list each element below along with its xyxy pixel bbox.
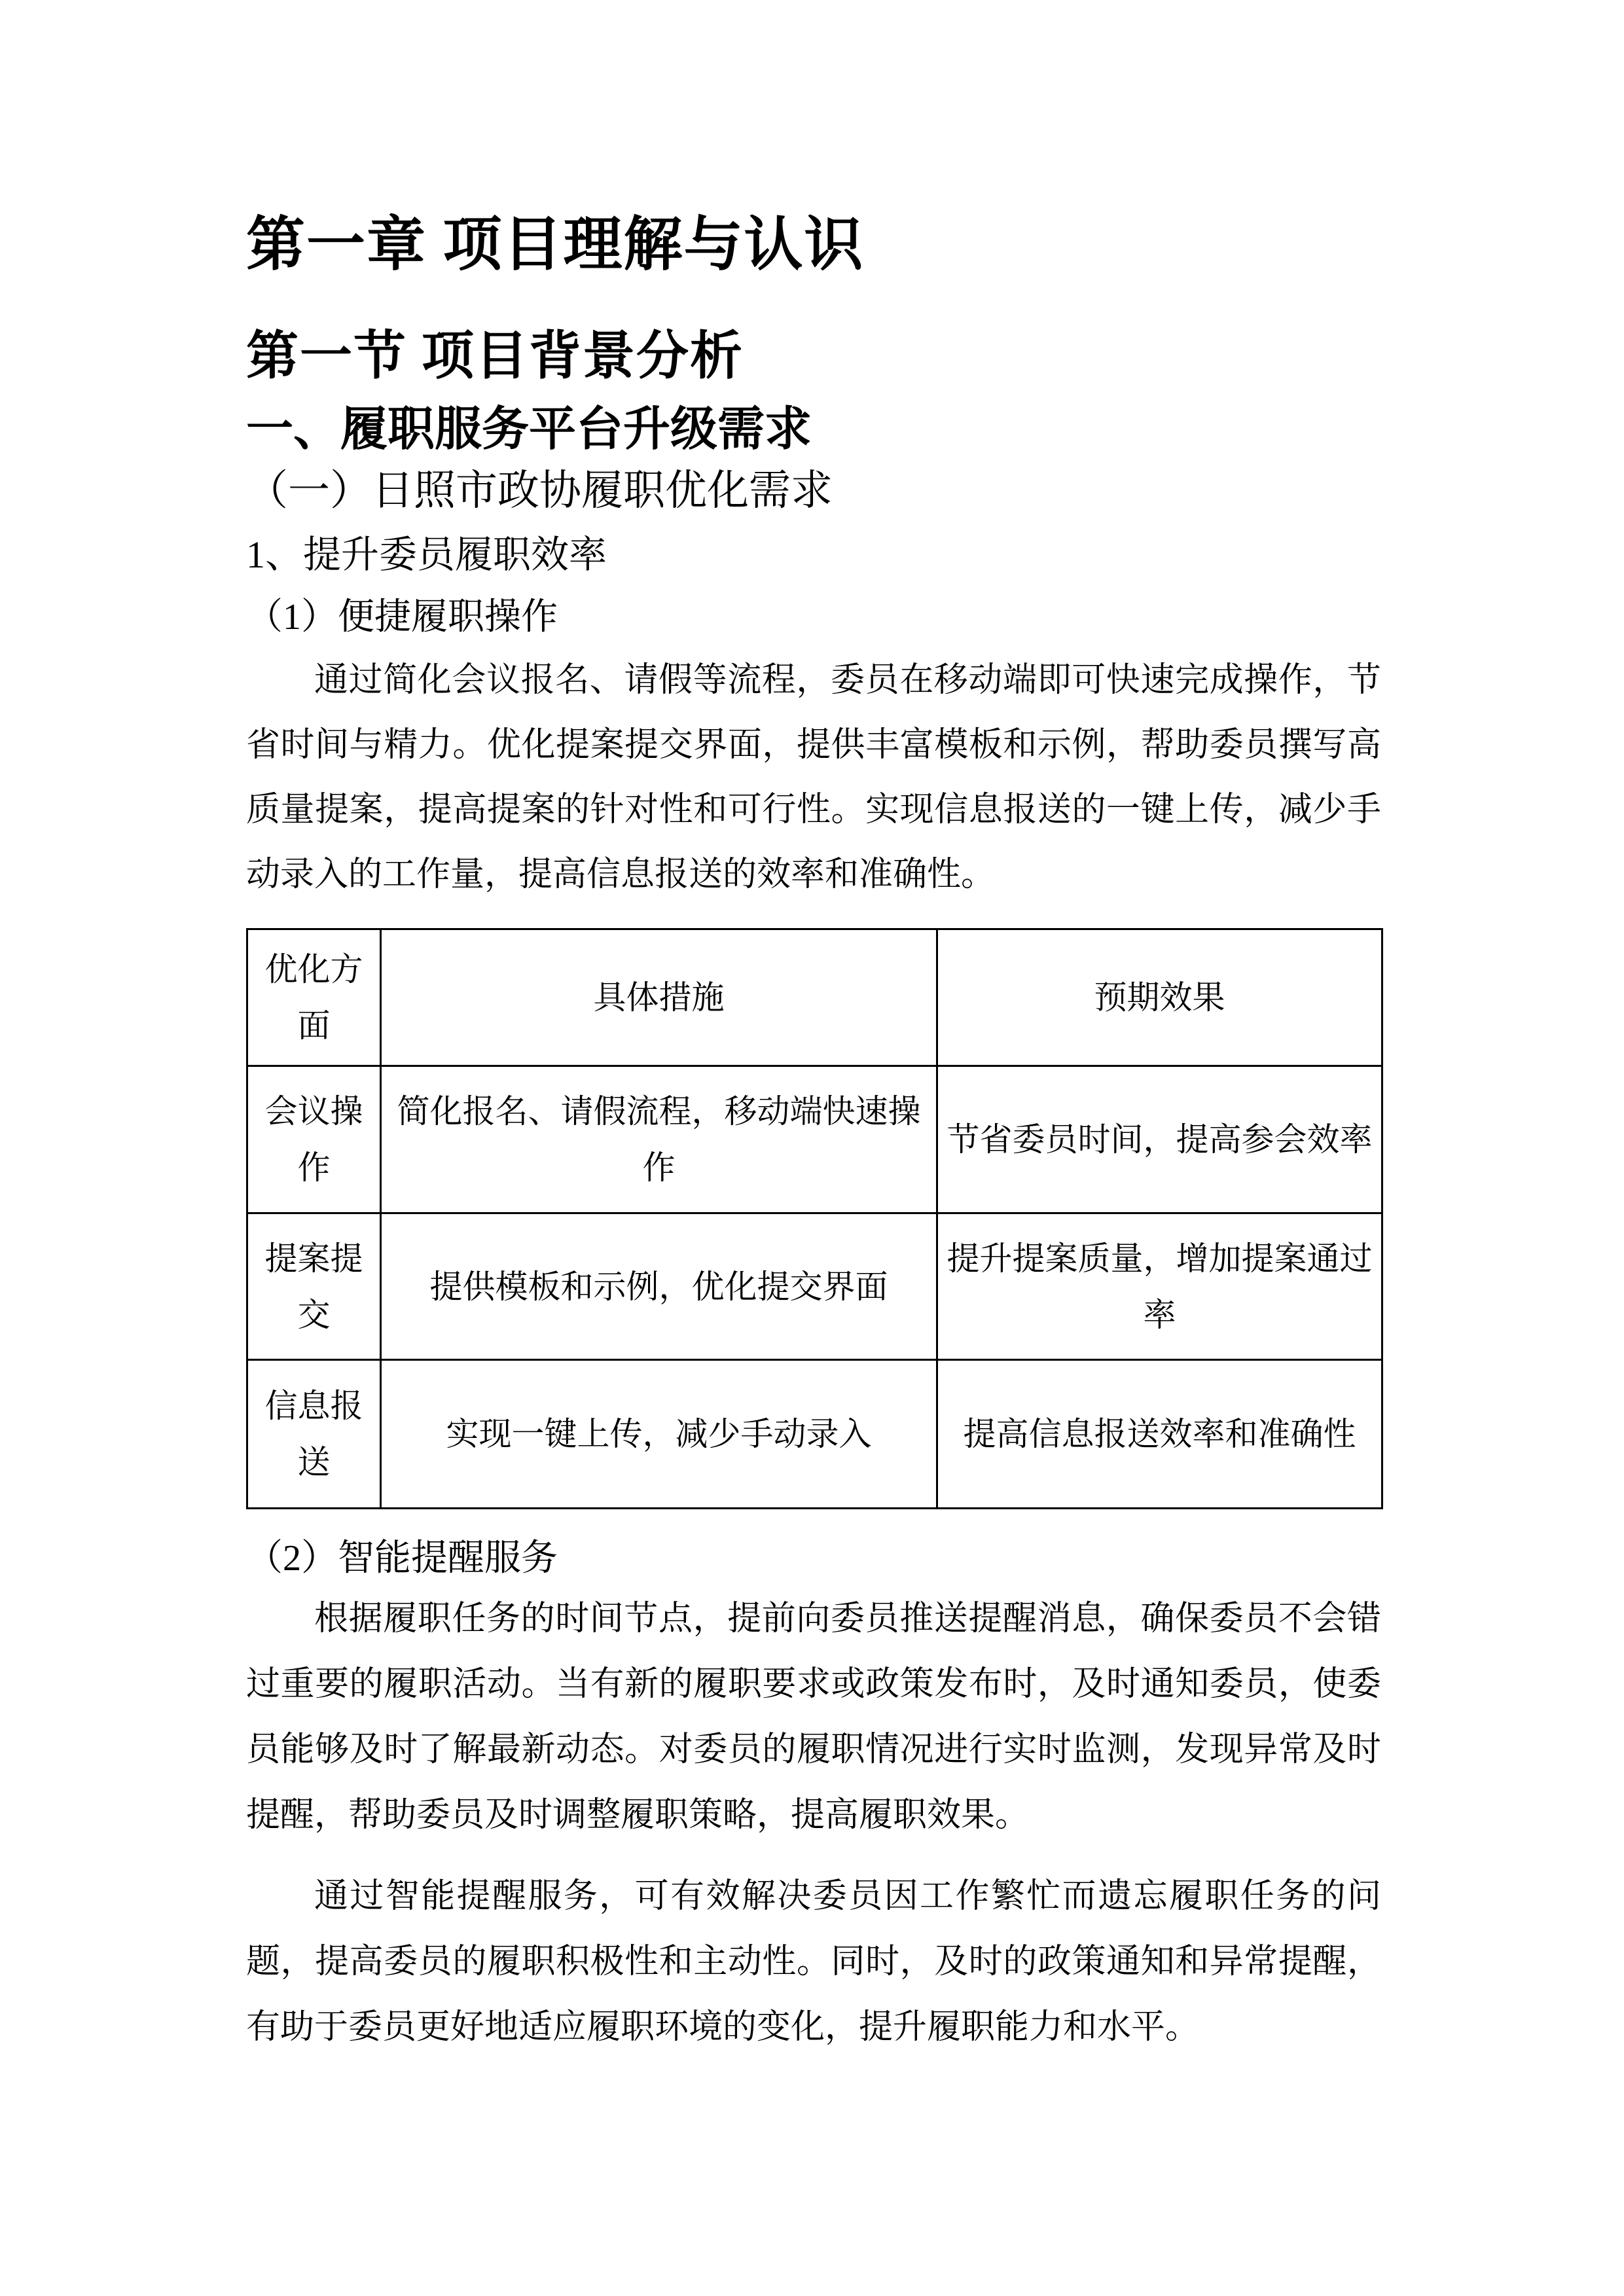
table-header-row <box>247 929 1382 1066</box>
heading-convenient-duty-operation: （1）便捷履职操作 <box>246 597 558 637</box>
table-cell-aspect: 信息报送 <box>247 1360 381 1509</box>
table-header-expected-effect: 预期效果 <box>937 929 1382 1066</box>
table-row <box>247 1360 1382 1509</box>
chapter-heading: 第一章 项目理解与认识 <box>246 213 865 278</box>
section-heading: 第一节 项目背景分析 <box>246 328 744 386</box>
table-cell-measures: 提供模板和示例，优化提交界面 <box>381 1213 937 1360</box>
table-cell-effect: 提高信息报送效率和准确性 <box>937 1360 1382 1509</box>
table-row <box>247 1066 1382 1213</box>
heading-smart-reminder-service: （2）智能提醒服务 <box>246 1538 558 1579</box>
table-cell-effect: 提升提案质量，增加提案通过率 <box>937 1213 1382 1360</box>
heading-platform-upgrade-need: 一、履职服务平台升级需求 <box>246 403 812 456</box>
table-cell-effect: 节省委员时间，提高参会效率 <box>937 1066 1382 1213</box>
table-cell-aspect: 会议操作 <box>247 1066 381 1213</box>
table-cell-measures: 简化报名、请假流程，移动端快速操作 <box>381 1066 937 1213</box>
paragraph-reminder-detail: 根据履职任务的时间节点，提前向委员推送提醒消息，确保委员不会错过重要的履职活动。当有新的履职要求或政策发布时，及时通知委员，使委员能够及时了解最新动态。对委员的履职情况进行实时监测，发现异常及时提醒，帮助委员及时调整履职策略，提高履职效果。 <box>246 1600 1381 1834</box>
table-cell-measures: 实现一键上传，减少手动录入 <box>381 1360 937 1509</box>
document-content <box>246 0 1381 2060</box>
table-row <box>247 1213 1382 1360</box>
paragraph-reminder-benefit: 通过智能提醒服务，可有效解决委员因工作繁忙而遗忘履职任务的问题，提高委员的履职积极性和主动性。同时，及时的政策通知和异常提醒，有助于委员更好地适应履职环境的变化，提升履职能力和水平。 <box>246 1878 1381 2046</box>
table-header-aspect: 优化方面 <box>247 929 381 1066</box>
table-cell-aspect: 提案提交 <box>247 1213 381 1360</box>
table-header-measures: 具体措施 <box>381 929 937 1066</box>
paragraph-duty-operation: 通过简化会议报名、请假等流程，委员在移动端即可快速完成操作，节省时间与精力。优化提案提交界面，提供丰富模板和示例，帮助委员撰写高质量提案，提高提案的针对性和可行性。实现信息报送的一键上传，减少手动录入的工作量，提高信息报送的效率和准确性。 <box>246 662 1381 893</box>
heading-rizhao-cppcc-optimization: （一）日照市政协履职优化需求 <box>246 467 833 514</box>
heading-improve-member-efficiency: 1、提升委员履职效率 <box>246 533 607 576</box>
optimization-measures-table <box>246 928 1383 1509</box>
